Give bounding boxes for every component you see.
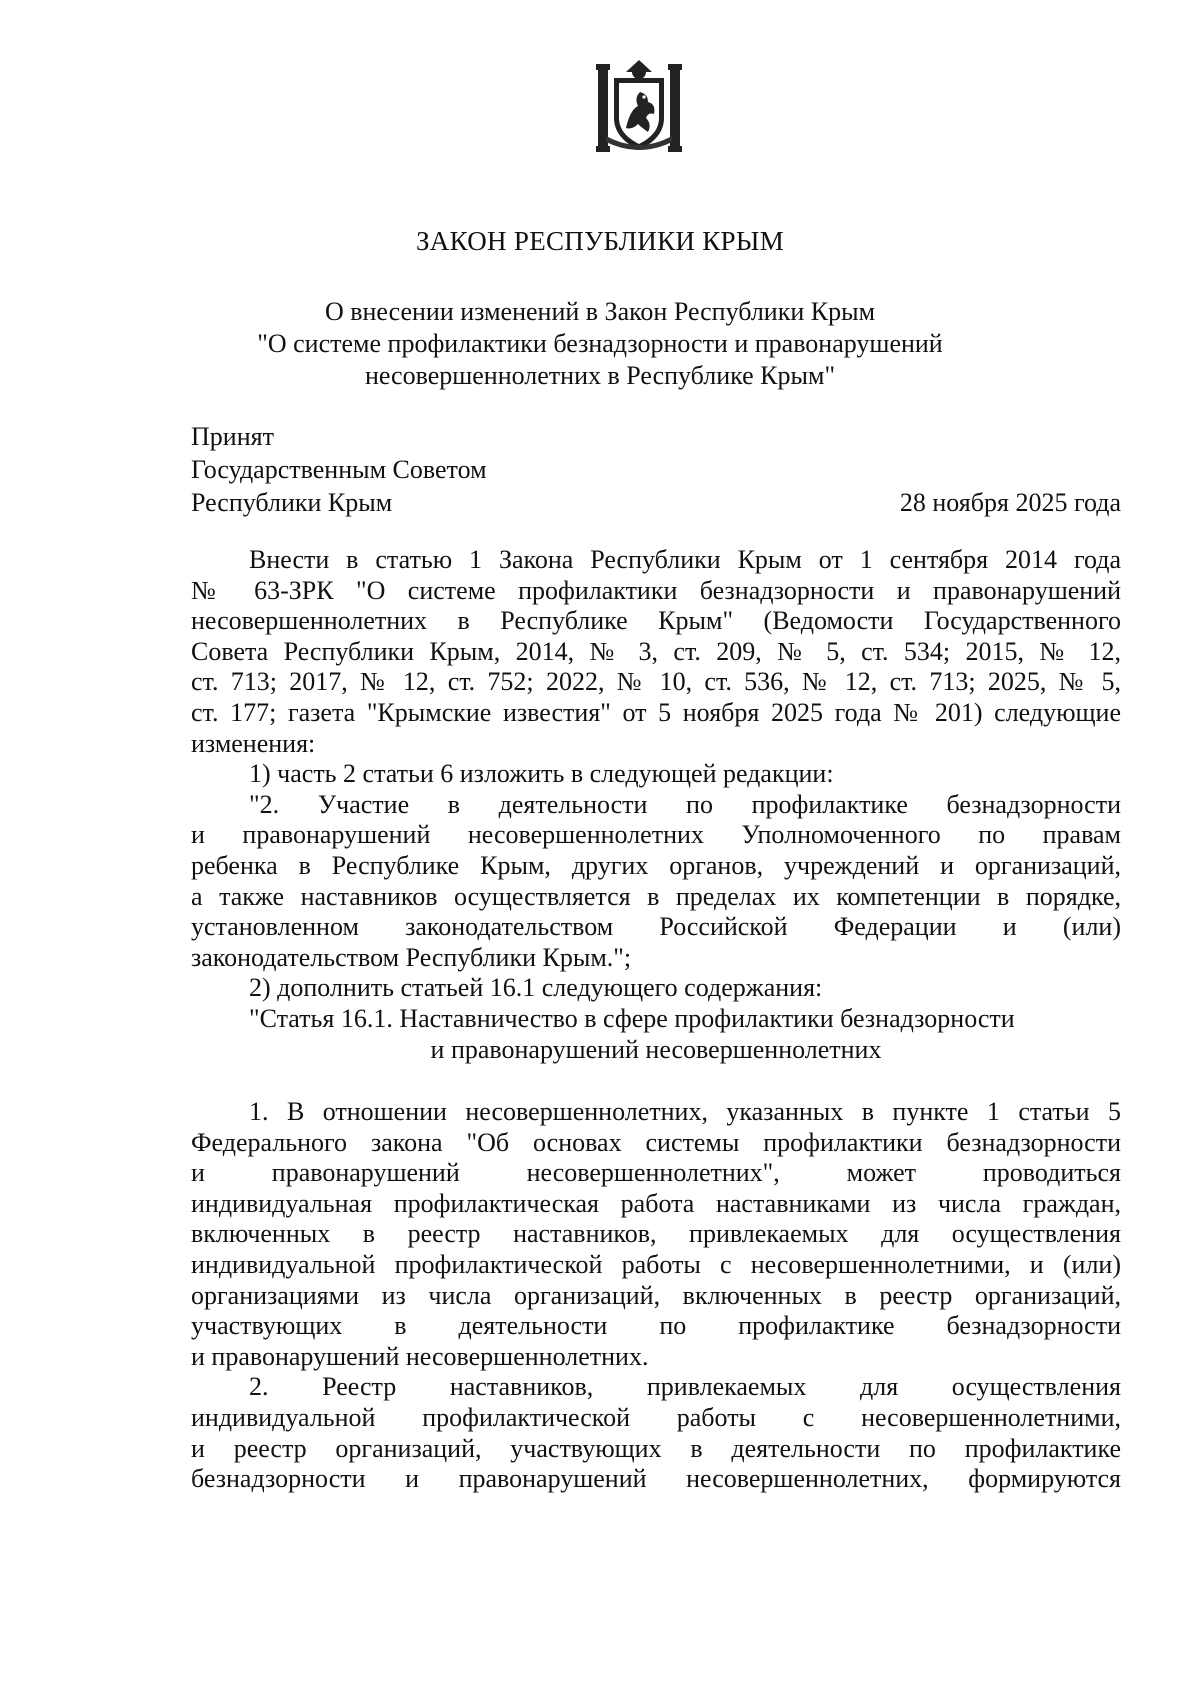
body-line: законодательством Республики Крым.";: [191, 942, 632, 972]
document-subtitle: [0, 296, 1200, 392]
article-heading: и правонарушений несовершеннолетних: [430, 1034, 882, 1064]
body-line: Совета Республики Крым, 2014, № 3, ст. 209, № 5, ст. 534; 2015, № 12,: [191, 636, 1121, 666]
body-line: индивидуальной профилактической работы с несовершеннолетними, и (или): [191, 1250, 1121, 1280]
body-line: и правонарушений несовершеннолетних", может проводиться: [191, 1158, 1121, 1188]
body-line: Внести в статью 1 Закона Республики Крым от 1 сентября 2014 года: [249, 545, 1121, 574]
body-line: 2) дополнить статьей 16.1 следующего содержания:: [249, 973, 823, 1003]
document-title: ЗАКОН РЕСПУБЛИКИ КРЫМ: [415, 226, 785, 256]
body-line: индивидуальной профилактической работы с несовершеннолетними,: [191, 1403, 1121, 1433]
body-line: изменения:: [191, 728, 316, 758]
document-body: [191, 545, 1121, 1495]
subtitle-line: несовершеннолетних в Республике Крым": [364, 361, 836, 390]
adoption-block: [191, 420, 1121, 519]
subtitle-line: О внесении изменений в Закон Республики Крым: [324, 297, 876, 326]
body-line: ребенка в Республике Крым, других органов, учреждений и организаций,: [191, 850, 1121, 880]
body-line: безнадзорности и правонарушений несовершеннолетних, формируются: [191, 1464, 1121, 1494]
body-line: а также наставников осуществляется в пределах их компетенции в порядке,: [191, 881, 1121, 911]
body-line: 1. В отношении несовершеннолетних, указанных в пункте 1 статьи 5: [249, 1097, 1121, 1127]
body-line: ст. 177; газета "Крымские известия" от 5 ноября 2025 года № 201) следующие: [191, 697, 1121, 727]
body-line: индивидуальная профилактическая работа наставниками из числа граждан,: [191, 1188, 1121, 1218]
body-line: ст. 713; 2017, № 12, ст. 752; 2022, № 10, ст. 536, № 12, ст. 713; 2025, № 5,: [191, 667, 1121, 697]
crimea-coat-of-arms-icon: [596, 58, 682, 154]
adoption-date: 28 ноября 2025 года: [899, 488, 1121, 517]
body-line: 1) часть 2 статьи 6 изложить в следующей редакции:: [249, 759, 834, 789]
body-line: организациями из числа организаций, включенных в реестр организаций,: [191, 1280, 1121, 1310]
adoption-line: Республики Крым: [191, 488, 393, 517]
body-line: участвующих в деятельности по профилактике безнадзорности: [191, 1311, 1121, 1341]
body-line: и правонарушений несовершеннолетних.: [191, 1341, 649, 1371]
adoption-line: Принят: [191, 422, 274, 451]
body-line: и реестр организаций, участвующих в деятельности по профилактике: [191, 1433, 1121, 1463]
article-heading: "Статья 16.1. Наставничество в сфере профилактики безнадзорности: [249, 1003, 1015, 1033]
body-line: и правонарушений несовершеннолетних Уполномоченного по правам: [191, 820, 1121, 850]
body-line: № 63-ЗРК "О системе профилактики безнадзорности и правонарушений: [191, 575, 1121, 605]
body-line: Федерального закона "Об основах системы профилактики безнадзорности: [191, 1127, 1121, 1157]
body-line: включенных в реестр наставников, привлекаемых для осуществления: [191, 1219, 1121, 1249]
subtitle-line: "О системе профилактики безнадзорности и правонарушений: [257, 329, 943, 358]
body-line: несовершеннолетних в Республике Крым" (Ведомости Государственного: [191, 606, 1121, 636]
adoption-line: Государственным Советом: [191, 455, 487, 484]
body-line: 2. Реестр наставников, привлекаемых для осуществления: [249, 1372, 1121, 1402]
body-line: "2. Участие в деятельности по профилактике безнадзорности: [249, 789, 1121, 819]
body-line: установленном законодательством Российской Федерации и (или): [191, 912, 1121, 942]
